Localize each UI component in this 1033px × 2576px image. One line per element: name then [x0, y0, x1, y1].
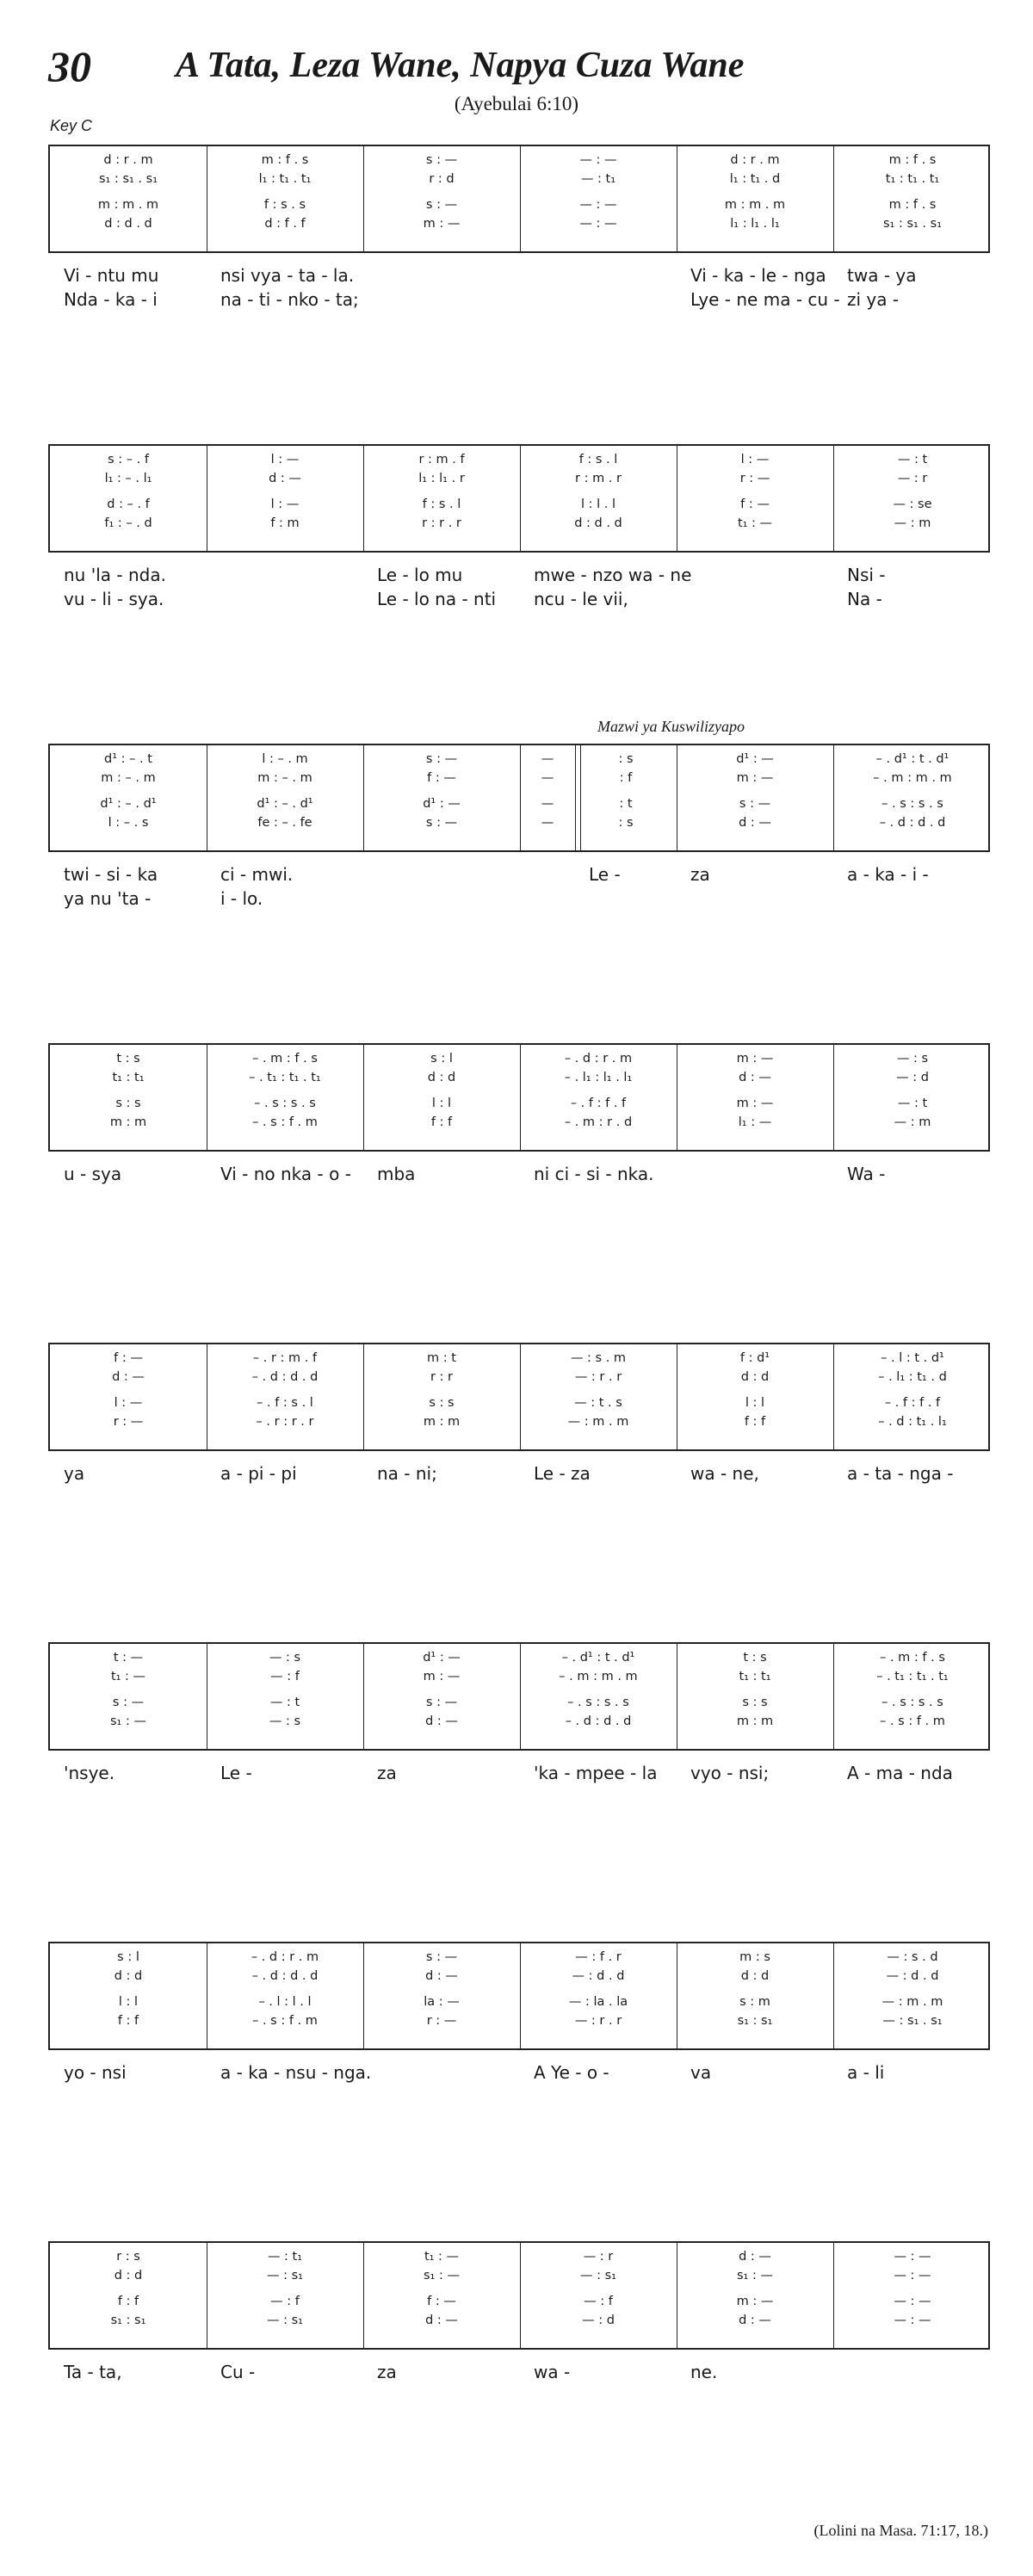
lyric-line [48, 265, 990, 291]
solfa-measure: f : s . l [422, 497, 461, 511]
solfa-measure: — : — [894, 2250, 931, 2264]
solfa-measure: t₁ : — [424, 2250, 460, 2264]
solfa-measure: t₁ : t₁ [739, 1670, 771, 1683]
solfa-measure: m : — [736, 771, 774, 785]
solfa-measure: f : f [117, 2014, 139, 2028]
solfa-measure: – . r : m . f [252, 1351, 318, 1365]
lyric-syllables: a - ka - i - [847, 864, 929, 885]
lyric-syllables: wa - ne, [690, 1463, 759, 1484]
solfa-measure: f : — [114, 1351, 143, 1365]
solfa-measure: l : – . s [108, 816, 149, 830]
solfa-measure: – . s : s . s [881, 1696, 943, 1709]
lyric-syllables: 'ka - mpee - la [534, 1763, 658, 1783]
solfa-measure: m : m [423, 1415, 461, 1429]
solfa-measure: m : — [736, 2295, 774, 2308]
solfa-measure: — : — [894, 2269, 931, 2283]
lyric-syllables: za [377, 1763, 397, 1783]
solfa-measure: s₁ : — [737, 2269, 773, 2283]
solfa-measure: — : s . d [887, 1950, 938, 1964]
solfa-measure: d : — [739, 2313, 771, 2327]
solfa-measure: s : — [425, 1696, 458, 1709]
solfa-measure: s₁ : s₁ . s₁ [882, 217, 943, 231]
solfa-measure: – . m : f . s [880, 1651, 945, 1665]
lyric-syllables: Le - za [534, 1463, 591, 1484]
solfa-measure: d¹ : – . d¹ [257, 797, 313, 811]
solfa-measure: d : d [114, 2269, 143, 2283]
lyric-syllables: za [690, 864, 710, 885]
solfa-measure: r : — [739, 472, 770, 485]
solfa-staff [48, 444, 990, 553]
music-system [48, 1642, 990, 1783]
lyric-syllables: twi - si - ka [64, 864, 158, 885]
solfa-measure: f : f [430, 1115, 453, 1129]
solfa-measure: l : — [270, 497, 300, 511]
solfa-measure: s : – . f [108, 453, 149, 466]
solfa-measure: d : — [739, 1071, 771, 1084]
solfa-measure: — : — [894, 2295, 931, 2308]
solfa-measure: t₁ : t₁ . t₁ [885, 172, 940, 186]
solfa-measure: m : f . s [888, 198, 937, 212]
lyric-line [48, 2362, 990, 2388]
lyric-syllables: twa - ya [847, 265, 917, 286]
music-system [48, 1343, 990, 1484]
solfa-measure: r : — [113, 1415, 144, 1429]
solfa-measure: – . s : s . s [254, 1096, 316, 1110]
solfa-measure: m : – . m [257, 771, 312, 785]
solfa-measure: d : — [112, 1370, 145, 1384]
solfa-measure: s : — [112, 1696, 145, 1709]
lyric-syllables: wa - [534, 2362, 571, 2382]
solfa-measure: m : m [736, 1714, 774, 1728]
solfa-measure: — : t₁ [580, 172, 616, 186]
lyric-line [48, 2062, 990, 2088]
solfa-measure: d¹ : – . d¹ [100, 797, 157, 811]
solfa-measure: s₁ : s₁ [737, 2014, 773, 2028]
lyric-syllables: mba [377, 1164, 416, 1184]
solfa-measure: r : d [429, 172, 455, 186]
solfa-measure: t₁ : — [737, 516, 773, 530]
solfa-measure: — : — [579, 198, 617, 212]
solfa-measure: – . f : s . l [257, 1396, 313, 1410]
lyric-syllables: Lye - ne ma - cu - [690, 289, 840, 310]
solfa-measure: f : — [427, 771, 456, 785]
solfa-measure: — : t₁ [267, 2250, 303, 2264]
solfa-measure: — : — [579, 153, 617, 167]
solfa-measure: — : — [894, 2313, 931, 2327]
solfa-measure: — : d [896, 1071, 929, 1084]
solfa-measure: s₁ : s₁ [110, 2313, 146, 2327]
solfa-measure: m : — [736, 1096, 774, 1110]
lyric-syllables: a - li [847, 2062, 885, 2083]
solfa-measure: — : s [269, 1714, 301, 1728]
solfa-measure: — : r . r [574, 1370, 622, 1384]
solfa-staff [48, 744, 990, 852]
solfa-measure: : s [618, 752, 634, 766]
solfa-measure: – . t₁ : t₁ . t₁ [876, 1670, 949, 1683]
solfa-measure: f : — [740, 497, 770, 511]
solfa-measure: f₁ : – . d [104, 516, 152, 530]
solfa-measure: – . t₁ : t₁ . t₁ [249, 1071, 321, 1084]
solfa-measure: — : t . s [574, 1396, 622, 1410]
lyric-line [48, 565, 990, 590]
solfa-measure: fe : – . fe [257, 816, 312, 830]
solfa-measure: — : s₁ . s₁ [882, 2014, 943, 2028]
solfa-measure: – . s : f . m [252, 1115, 318, 1129]
solfa-measure: d¹ : — [736, 752, 774, 766]
solfa-measure: f : f [744, 1415, 766, 1429]
solfa-measure: d¹ : — [423, 1651, 461, 1665]
solfa-measure: r : r [430, 1370, 454, 1384]
solfa-measure: – . m : m . m [559, 1670, 638, 1683]
solfa-measure: t : s [116, 1052, 140, 1066]
lyric-syllables: 'nsye. [64, 1763, 115, 1783]
solfa-measure: l : — [740, 453, 770, 466]
lyric-syllables: za [377, 2362, 397, 2382]
lyric-syllables: va [690, 2062, 712, 2083]
solfa-measure: d : f . f [264, 217, 306, 231]
solfa-measure: d : — [739, 2250, 771, 2264]
lyric-syllables: vyo - nsi; [690, 1763, 770, 1783]
solfa-measure: l : – . m [262, 752, 308, 766]
solfa-measure: — : t [897, 453, 928, 466]
solfa-measure: — : se [893, 497, 932, 511]
solfa-measure: d : r . m [103, 153, 153, 167]
solfa-measure: m : m [109, 1115, 147, 1129]
lyric-syllables: yo - nsi [64, 2062, 127, 2083]
lyric-syllables: nsi vya - ta - la. [220, 265, 355, 286]
solfa-staff [48, 1043, 990, 1152]
solfa-measure: — : f [270, 1670, 300, 1683]
solfa-measure: d : — [739, 816, 771, 830]
solfa-measure: l : l [431, 1096, 452, 1110]
solfa-measure: s : — [425, 1950, 458, 1964]
solfa-measure: — : m . m [881, 1995, 943, 2009]
solfa-measure: — : s₁ [267, 2269, 303, 2283]
solfa-measure: r : m . r [575, 472, 622, 485]
lyric-syllables: Wa - [847, 1164, 886, 1184]
solfa-measure: – . d : r . m [564, 1052, 633, 1066]
solfa-measure: m : t [427, 1351, 456, 1365]
solfa-measure: d : r . m [730, 153, 780, 167]
solfa-measure: l₁ : – . l₁ [104, 472, 152, 485]
lyric-syllables: a - ka - nsu - nga. [220, 2062, 372, 2083]
solfa-measure: : s [618, 816, 634, 830]
solfa-measure: — : s . m [570, 1351, 627, 1365]
lyric-line [48, 864, 990, 890]
solfa-measure: s : — [425, 198, 458, 212]
lyric-syllables: ne. [690, 2362, 718, 2382]
solfa-measure: f : s . s [263, 198, 306, 212]
solfa-measure: – . d : r . m [251, 1950, 319, 1964]
solfa-measure: — : m [894, 1115, 931, 1129]
solfa-measure: m : – . m [101, 771, 156, 785]
lyric-syllables: nu 'la - nda. [64, 565, 166, 585]
music-system [48, 145, 990, 310]
solfa-measure: – . m : f . s [252, 1052, 318, 1066]
lyric-syllables: ya [64, 1463, 85, 1484]
solfa-measure: s : — [739, 797, 771, 811]
solfa-measure: — : s₁ [580, 2269, 616, 2283]
solfa-measure: m : — [736, 1052, 774, 1066]
solfa-measure: s : — [425, 816, 458, 830]
solfa-measure: m : — [423, 1670, 461, 1683]
lyric-syllables: ni ci - si - nka. [534, 1164, 654, 1184]
key-signature: Key C [50, 117, 93, 134]
solfa-measure: l₁ : t₁ . d [729, 172, 781, 186]
solfa-measure: – . d : d . d [565, 1714, 632, 1728]
solfa-measure: f : s . l [578, 453, 618, 466]
music-system [48, 1942, 990, 2083]
lyric-syllables: Cu - [220, 2362, 256, 2382]
solfa-measure: – . f : f . f [884, 1396, 941, 1410]
lyric-syllables: Nsi - [847, 565, 886, 585]
solfa-measure: s : — [425, 153, 458, 167]
solfa-measure: t₁ : — [110, 1670, 146, 1683]
solfa-measure: s : m [739, 1995, 770, 2009]
solfa-measure: – . l : l . l [258, 1995, 312, 2009]
lyric-syllables: ya nu 'ta - [64, 888, 152, 909]
scripture-reference: (Ayebulai 6:10) [454, 93, 579, 114]
solfa-measure: — : f [270, 2295, 300, 2308]
solfa-measure: s : s [742, 1696, 768, 1709]
solfa-staff [48, 145, 990, 253]
solfa-measure: — : t [269, 1696, 300, 1709]
solfa-measure: l : l [118, 1995, 139, 2009]
solfa-measure: d : — [269, 472, 301, 485]
solfa-measure: m : f . s [888, 153, 937, 167]
solfa-measure: r : m . f [418, 453, 465, 466]
solfa-measure: s : l [430, 1052, 453, 1066]
solfa-measure: – . s : s . s [881, 797, 943, 811]
solfa-measure: l₁ : — [738, 1115, 772, 1129]
lyric-line [48, 1164, 990, 1189]
solfa-measure: — : f . r [575, 1950, 622, 1964]
lyric-syllables: Le - [220, 1763, 252, 1783]
lyric-line [48, 589, 990, 615]
solfa-measure: – . d : t₁ . l₁ [878, 1415, 947, 1429]
solfa-measure: — : d . d [886, 1969, 939, 1983]
lyric-syllables: Na - [847, 589, 882, 609]
lyric-syllables: na - ni; [377, 1463, 437, 1484]
solfa-measure: — : m [894, 516, 931, 530]
lyric-syllables: Ta - ta, [64, 2362, 122, 2382]
solfa-measure: la : — [424, 1995, 460, 2009]
lyric-syllables: mwe - nzo wa - ne [534, 565, 692, 585]
solfa-measure: r : — [426, 2014, 457, 2028]
solfa-measure: m : — [423, 217, 461, 231]
lyric-syllables: Nda - ka - i [64, 289, 158, 310]
solfa-measure: s₁ : — [424, 2269, 460, 2283]
solfa-measure: – . f : f . f [570, 1096, 627, 1110]
solfa-measure: — : s [269, 1651, 301, 1665]
solfa-measure: r : s [116, 2250, 140, 2264]
solfa-measure: d : d [740, 1969, 770, 1983]
solfa-measure: – . l₁ : l₁ . l₁ [564, 1071, 633, 1084]
solfa-staff [48, 1642, 990, 1751]
solfa-measure: d : — [425, 2313, 458, 2327]
solfa-measure: – . d¹ : t . d¹ [561, 1651, 635, 1665]
solfa-measure: f : m [270, 516, 300, 530]
solfa-measure: – . s : s . s [567, 1696, 629, 1709]
solfa-measure: — : f [584, 2295, 613, 2308]
solfa-measure: s : s [429, 1396, 455, 1410]
solfa-measure: f : — [427, 2295, 456, 2308]
lyric-syllables: A - ma - nda [847, 1763, 953, 1783]
solfa-measure: s : s [115, 1096, 141, 1110]
solfa-measure: m : f . s [261, 153, 309, 167]
solfa-staff [48, 1343, 990, 1451]
solfa-measure: – . r : r . r [256, 1415, 314, 1429]
hymn-number: 30 [48, 42, 91, 90]
solfa-measure: d : – . f [107, 497, 150, 511]
solfa-measure: t : s [743, 1651, 767, 1665]
solfa-measure: s₁ : s₁ . s₁ [98, 172, 158, 186]
solfa-measure: d : d [740, 1370, 770, 1384]
hymn-title: A Tata, Leza Wane, Napya Cuza Wane [176, 46, 745, 85]
lyric-syllables: u - sya [64, 1164, 122, 1184]
lyric-syllables: i - lo. [220, 888, 263, 909]
solfa-measure: f : f [117, 2295, 139, 2308]
lyric-syllables: zi ya - [847, 289, 900, 310]
solfa-measure: l₁ : l₁ . l₁ [730, 217, 780, 231]
lyric-line [48, 1763, 990, 1788]
lyric-line [48, 289, 990, 315]
lyric-syllables: A Ye - o - [534, 2062, 609, 2083]
solfa-measure: : f [619, 771, 633, 785]
solfa-measure: : t [619, 797, 633, 811]
solfa-measure: d : d [427, 1071, 456, 1084]
solfa-measure: — [541, 752, 554, 766]
lyric-syllables: Le - lo na - nti [377, 589, 497, 609]
solfa-measure: — : r [897, 472, 928, 485]
lyric-syllables: na - ti - nko - ta; [220, 289, 359, 310]
lyric-syllables: Le - lo mu [377, 565, 463, 585]
solfa-measure: l : l [745, 1396, 765, 1410]
solfa-measure: d¹ : — [423, 797, 461, 811]
solfa-measure: – . d : d . d [251, 1969, 319, 1983]
solfa-measure: — : r [583, 2250, 614, 2264]
lyric-syllables: Vi - ka - le - nga [690, 265, 826, 286]
recitation-label: Mazwi ya Kuswilizyapo [597, 718, 745, 735]
solfa-measure: m : m . m [724, 198, 786, 212]
solfa-staff [48, 1942, 990, 2050]
solfa-measure: l : l . l [580, 497, 616, 511]
solfa-measure: – . d : d . d [879, 816, 946, 830]
solfa-measure: d : — [425, 1714, 458, 1728]
lyric-syllables: ci - mwi. [220, 864, 294, 885]
solfa-measure: l₁ : l₁ . r [418, 472, 465, 485]
solfa-measure: l : — [114, 1396, 143, 1410]
solfa-measure: — [541, 797, 554, 811]
solfa-measure: – . d : d . d [251, 1370, 319, 1384]
solfa-measure: — : — [579, 217, 617, 231]
solfa-measure: s : l [117, 1950, 139, 1964]
solfa-measure: t : — [113, 1651, 144, 1665]
solfa-measure: – . m : m . m [873, 771, 952, 785]
music-system [48, 444, 990, 609]
solfa-measure: l : — [270, 453, 300, 466]
solfa-measure: – . d¹ : t . d¹ [875, 752, 949, 766]
solfa-measure: — : d . d [572, 1969, 625, 1983]
music-system [48, 1043, 990, 1184]
solfa-measure: d : d . d [574, 516, 622, 530]
lyric-syllables: vu - li - sya. [64, 589, 164, 609]
solfa-measure: — : r . r [574, 2014, 622, 2028]
solfa-measure: d : d . d [104, 217, 152, 231]
solfa-measure: m : s [739, 1950, 770, 1964]
solfa-measure: s₁ : — [110, 1714, 146, 1728]
solfa-measure: — : la . la [568, 1995, 628, 2009]
solfa-measure: s : — [425, 752, 458, 766]
solfa-measure: f : d¹ [739, 1351, 770, 1365]
solfa-measure: — [541, 816, 554, 830]
solfa-staff [48, 2241, 990, 2350]
solfa-measure: — : m . m [567, 1415, 629, 1429]
solfa-measure: – . l₁ : t₁ . d [878, 1370, 947, 1384]
music-system [48, 744, 990, 909]
solfa-measure: — : s₁ [267, 2313, 303, 2327]
solfa-measure: r : r . r [422, 516, 461, 530]
solfa-measure: — : s [896, 1052, 929, 1066]
lyric-syllables: Vi - ntu mu [64, 265, 159, 286]
solfa-measure: – . s : f . m [880, 1714, 945, 1728]
solfa-measure: d : — [425, 1969, 458, 1983]
solfa-measure: d : d [114, 1969, 143, 1983]
solfa-measure: – . l : t . d¹ [881, 1351, 944, 1365]
lyric-line [48, 888, 990, 914]
solfa-measure: l₁ : t₁ . t₁ [258, 172, 312, 186]
lyric-syllables: a - pi - pi [220, 1463, 297, 1484]
music-system [48, 2241, 990, 2382]
solfa-measure: m : m . m [97, 198, 159, 212]
solfa-measure: – . s : f . m [252, 2014, 318, 2028]
lyric-syllables: Vi - no nka - o - [220, 1164, 351, 1184]
solfa-measure: d¹ : – . t [104, 752, 152, 766]
solfa-measure: t₁ : t₁ [112, 1071, 145, 1084]
solfa-measure: — [541, 771, 554, 785]
solfa-measure: — : t [897, 1096, 928, 1110]
solfa-measure: – . m : r . d [564, 1115, 633, 1129]
solfa-measure: — : d [582, 2313, 615, 2327]
lyric-syllables: Le - [589, 864, 621, 885]
lyric-line [48, 1463, 990, 1489]
lyric-syllables: a - ta - nga - [847, 1463, 954, 1484]
footer-reference: (Lolini na Masa. 71:17, 18.) [813, 2522, 988, 2539]
lyric-syllables: ncu - le vii, [534, 589, 628, 609]
